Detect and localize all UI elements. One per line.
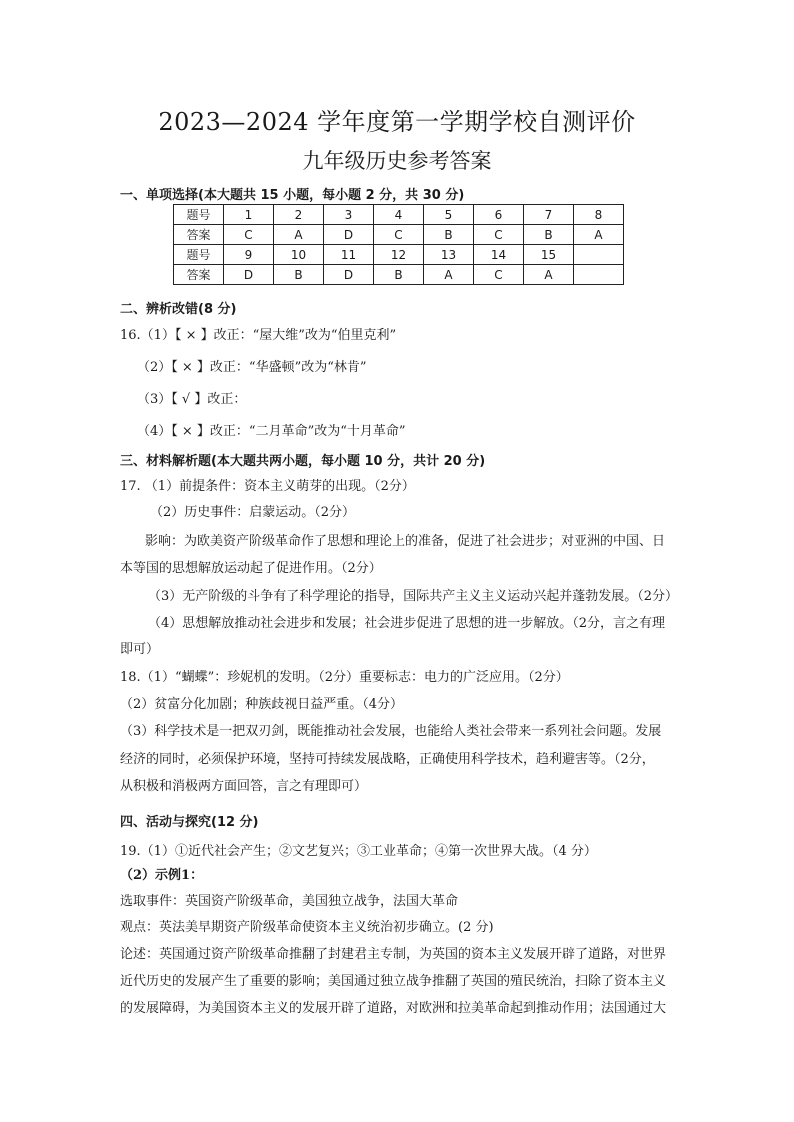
q19-line-6: 近代历史的发展产生了重要的影响；美国通过独立战争推翻了英国的殖民统治，扫除了资本主义 xyxy=(120,974,667,989)
answer-table-cell: 7 xyxy=(524,205,574,225)
q16-line-2: （2）【 × 】改正：“华盛顿”改为“林肯” xyxy=(137,360,367,375)
q19-line-1: 19.（1）①近代社会产生；②文艺复兴；③工业革命；④第一次世界大战。（4 分） xyxy=(120,844,597,859)
answer-table-cell: 9 xyxy=(224,245,274,265)
answer-table-cell: 2 xyxy=(274,205,324,225)
answer-table-cell: 12 xyxy=(374,245,424,265)
q19-example-label: （2）示例1： xyxy=(120,868,204,883)
q16-line-4: （4）【 × 】改正：“二月革命”改为“十月革命” xyxy=(137,424,406,439)
q19-line-5: 论述：英国通过资产阶级革命推翻了封建君主专制，为英国的资本主义发展开辟了道路，对世界 xyxy=(120,947,667,962)
answer-table-cell: 5 xyxy=(424,205,474,225)
answer-table-row-label: 答案 xyxy=(174,265,224,285)
q17-line-6: （4）思想解放推动社会进步和发展；社会进步促进了思想的进一步解放。（2分，言之有理 xyxy=(148,616,666,631)
answer-table-cell: 10 xyxy=(274,245,324,265)
q19-line-7: 的发展障碍，为美国资本主义的发展开辟了道路，对欧洲和拉美革命起到推动作用；法国通过大 xyxy=(120,1001,667,1016)
section3-heading: 三、材料解析题(本大题共两小题，每小题 10 分，共计 20 分) xyxy=(120,454,486,469)
answer-table-cell: A xyxy=(574,225,624,245)
document-subtitle: 九年级历史参考答案 xyxy=(302,149,492,173)
answer-table-cell: C xyxy=(474,225,524,245)
answer-table-cell: D xyxy=(324,225,374,245)
answer-table-cell: B xyxy=(374,265,424,285)
q18-line-4: 经济的同时，必须保护环境，坚持可持续发展战略，正确使用科学技术，趋利避害等。（2分， xyxy=(120,752,655,767)
answer-table-cell: B xyxy=(524,225,574,245)
answer-table-row xyxy=(174,205,624,225)
q17-line-3: 影响：为欧美资产阶级革命作了思想和理论上的准备，促进了社会进步；对亚洲的中国、日 xyxy=(145,534,666,549)
q18-line-5: 从积极和消极两方面回答，言之有理即可） xyxy=(120,779,368,794)
answer-table-cell: C xyxy=(474,265,524,285)
q17-line-4: 本等国的思想解放运动起了促进作用。（2分） xyxy=(120,561,382,576)
q17-line-1: 17. （1）前提条件：资本主义萌芽的出现。（2分） xyxy=(120,479,415,494)
answer-table-row xyxy=(174,245,624,265)
answer-table-cell: B xyxy=(424,225,474,245)
answer-table-cell: C xyxy=(224,225,274,245)
answer-table-cell: D xyxy=(324,265,374,285)
answer-table-cell: 14 xyxy=(474,245,524,265)
document-title: 2023—2024 学年度第一学期学校自测评价 xyxy=(158,108,636,136)
answer-table-cell: 11 xyxy=(324,245,374,265)
answer-table-cell: A xyxy=(424,265,474,285)
q18-line-2: （2）贫富分化加剧；种族歧视日益严重。（4分） xyxy=(120,697,404,712)
q18-line-1: 18.（1）“蝴蝶”：珍妮机的发明。（2分）重要标志：电力的广泛应用。（2分） xyxy=(120,670,569,685)
section1-heading: 一、单项选择(本大题共 15 小题，每小题 2 分，共 30 分) xyxy=(120,188,465,203)
answer-table-row-label: 答案 xyxy=(174,225,224,245)
answer-table-row xyxy=(174,225,624,245)
answer-table-cell: A xyxy=(274,225,324,245)
answer-table-row-label: 题号 xyxy=(174,245,224,265)
q16-line-3: （3）【 √ 】改正： xyxy=(137,392,247,407)
answer-table-cell: A xyxy=(524,265,574,285)
answer-table-cell: 15 xyxy=(524,245,574,265)
q17-line-7: 即可） xyxy=(120,642,160,657)
q19-line-3: 选取事件：英国资产阶级革命，美国独立战争，法国大革命 xyxy=(120,894,459,909)
answer-table-cell: 1 xyxy=(224,205,274,225)
answer-table-cell: D xyxy=(224,265,274,285)
answer-table xyxy=(173,204,624,285)
q18-line-3: （3）科学技术是一把双刃剑，既能推动社会发展，也能给人类社会带来一系列社会问题。发展 xyxy=(120,724,662,739)
answer-table-cell: 8 xyxy=(574,205,624,225)
q17-line-5: （3）无产阶级的斗争有了科学理论的指导，国际共产主义主义运动兴起并蓬勃发展。（2分） xyxy=(148,589,679,604)
answer-table-row-label: 题号 xyxy=(174,205,224,225)
answer-table-cell: C xyxy=(374,225,424,245)
answer-table-cell: 3 xyxy=(324,205,374,225)
answer-table-cell: 13 xyxy=(424,245,474,265)
answer-table-cell xyxy=(574,265,624,285)
q16-line-1: 16.（1）【 × 】改正：“屋大维”改为“伯里克利” xyxy=(120,328,397,343)
answer-table-cell xyxy=(574,245,624,265)
answer-table-cell: 4 xyxy=(374,205,424,225)
section4-heading: 四、活动与探究(12 分) xyxy=(120,815,259,830)
q17-line-2: （2）历史事件：启蒙运动。（2分） xyxy=(150,505,356,520)
answer-table-cell: B xyxy=(274,265,324,285)
answer-table-cell: 6 xyxy=(474,205,524,225)
q19-line-4: 观点：英法美早期资产阶级革命使资本主义统治初步确立。(2 分) xyxy=(120,920,494,935)
section2-heading: 二、辨析改错(8 分) xyxy=(120,302,237,317)
answer-table-row xyxy=(174,265,624,285)
